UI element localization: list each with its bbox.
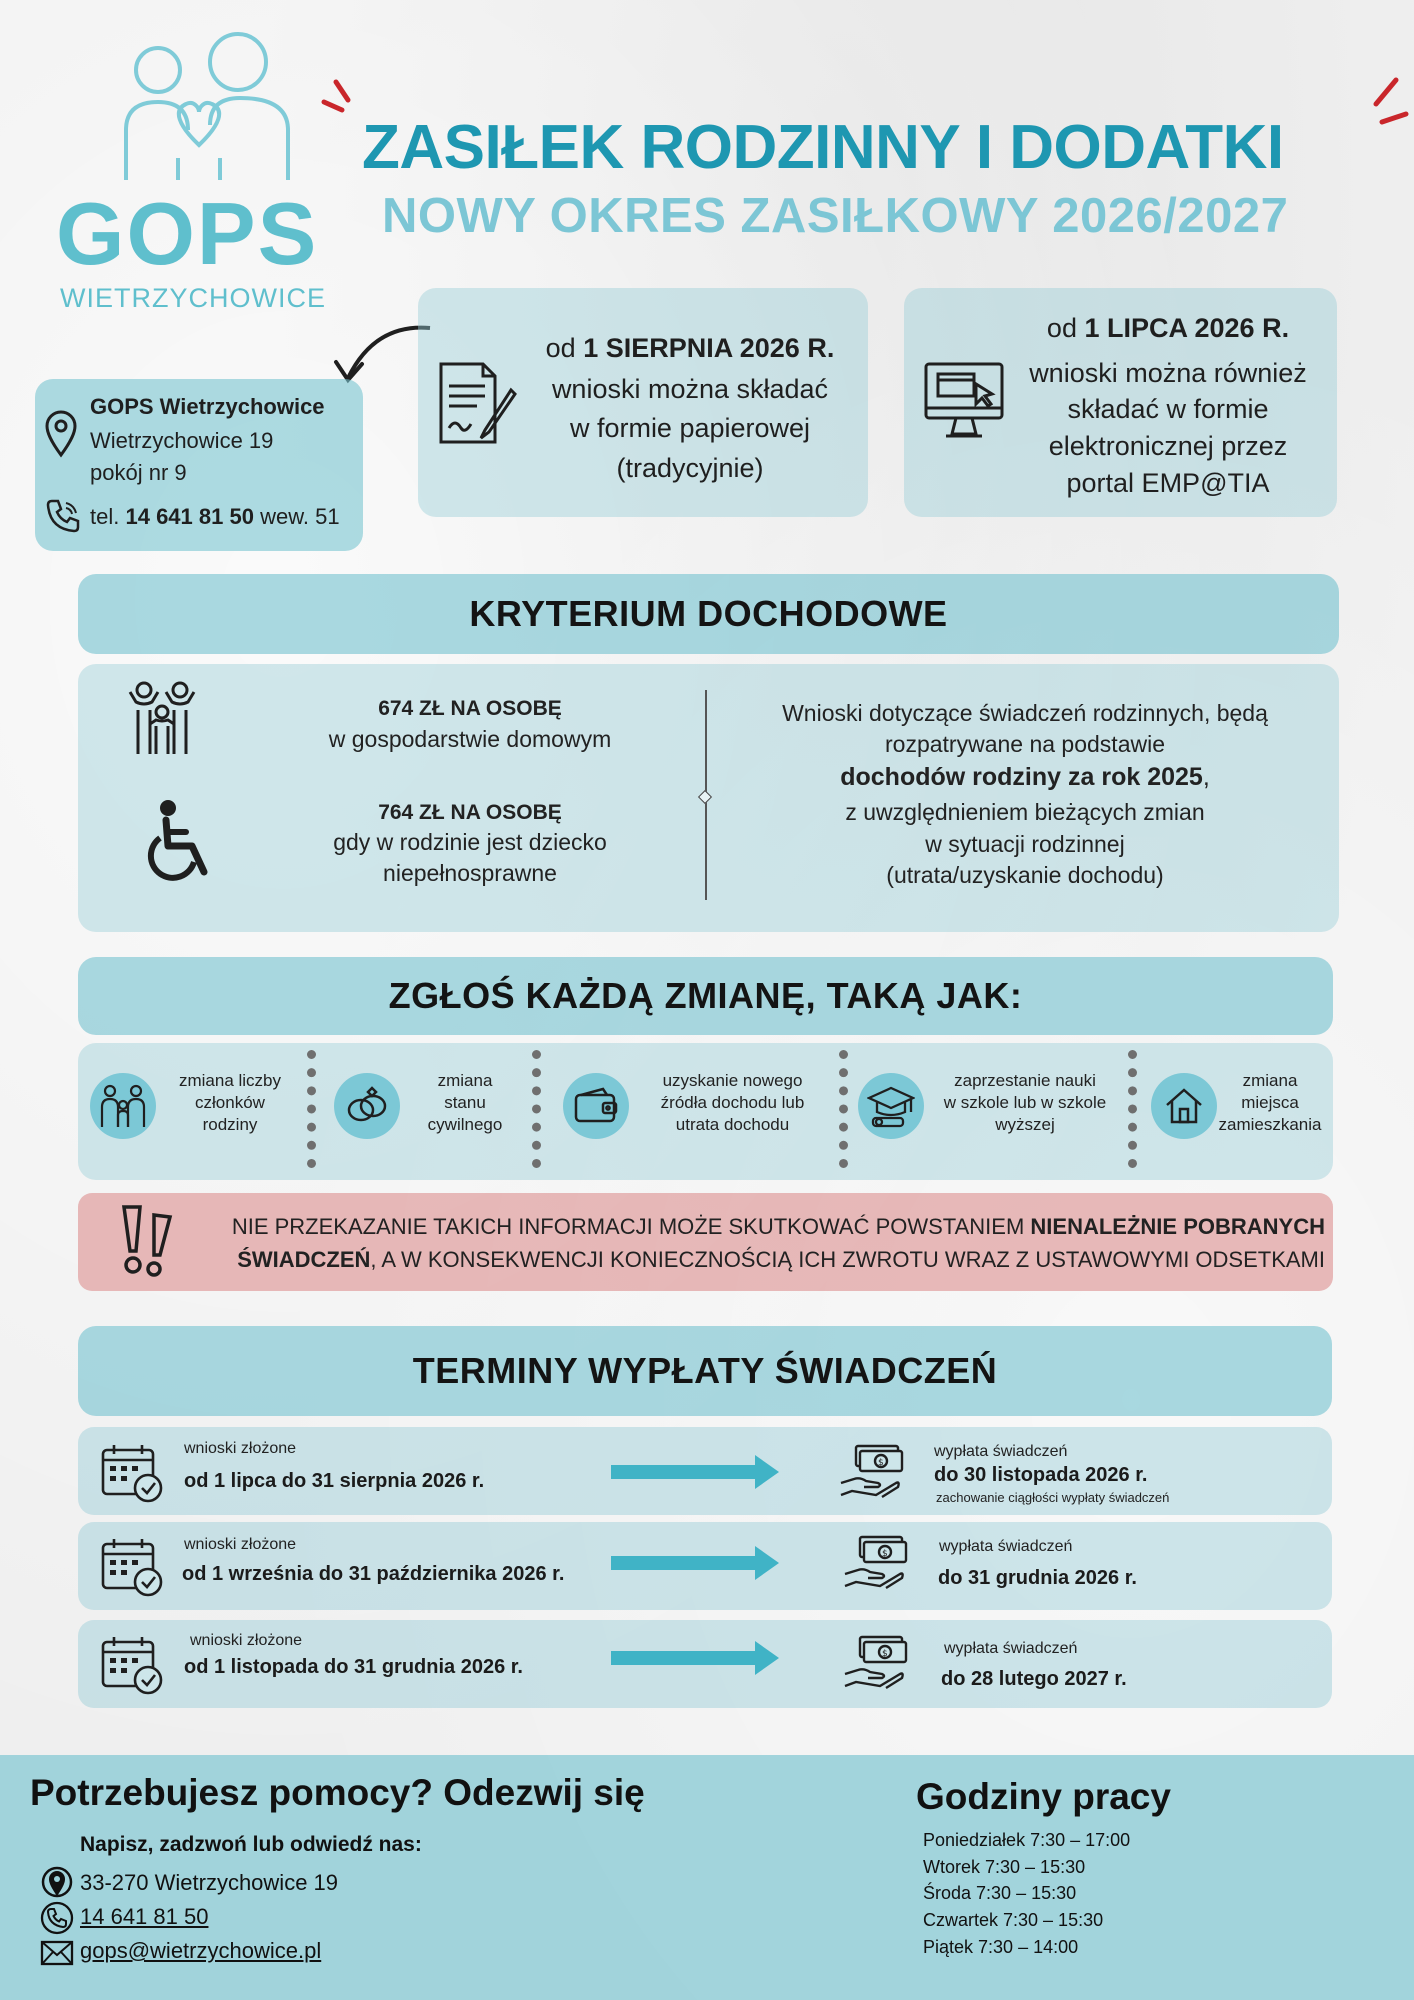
money-hand-icon — [838, 1443, 904, 1499]
hours-line: Poniedziałek 7:30 – 17:00 — [923, 1830, 1131, 1850]
income-info-2: rozpatrywane na podstawie — [885, 731, 1165, 757]
office-phone-line — [90, 504, 340, 530]
crit2-amount: 764 ZŁ NA OSOBĘ — [378, 801, 562, 824]
change-2-line1: zmiana — [437, 1071, 493, 1090]
change-income-circle — [563, 1073, 629, 1139]
location-pin-icon — [44, 410, 78, 458]
change-family-circle — [90, 1073, 156, 1139]
income-info-4: z uwzględnieniem bieżących zmian — [845, 799, 1205, 825]
family-icon — [124, 680, 200, 756]
graduation-cap-icon — [867, 1084, 915, 1128]
row1-label: wnioski złożone — [184, 1440, 297, 1457]
decor-spark-left-icon — [318, 74, 362, 124]
phone-ext: wew. 51 — [260, 504, 340, 529]
change-3-line3: utrata dochodu — [675, 1115, 790, 1134]
row2-period: od 1 września do 31 października 2026 r. — [182, 1563, 565, 1585]
online-line4: portal EMP@TIA — [1066, 468, 1270, 498]
wedding-rings-icon — [344, 1086, 390, 1126]
income-info-6: (utrata/uzyskanie dochodu) — [886, 862, 1164, 888]
change-1-line1: zmiana liczby — [178, 1071, 282, 1090]
mail-icon — [40, 1940, 74, 1966]
change-item-4 — [930, 1070, 1120, 1136]
hours-title: Godziny pracy — [916, 1776, 1171, 1817]
warning-part1: NIE PRZEKAZANIE TAKICH INFORMACJI MOŻE SKUTKOWAĆ POWSTANIEM — [231, 1214, 1025, 1239]
change-4-line2: w szkole lub w szkole — [943, 1093, 1107, 1112]
warning-text — [125, 1210, 1325, 1276]
office-name: GOPS Wietrzychowice — [90, 394, 325, 419]
change-separator — [839, 1050, 848, 1168]
changes-heading: ZGŁOŚ KAŻDĄ ZMIANĘ, TAKĄ JAK: — [78, 957, 1333, 1035]
criterion-1-desc: w gospodarstwie domowym — [328, 726, 612, 752]
paper-line2: w formie papierowej — [569, 413, 811, 443]
logo-subtitle: WIETRZYCHOWICE — [60, 283, 326, 313]
crit1-amount: 674 ZŁ NA OSOBĘ — [378, 697, 562, 720]
change-1-line3: rodziny — [202, 1115, 258, 1134]
footer-address: 33-270 Wietrzychowice 19 — [80, 1870, 339, 1895]
location-pin-icon — [40, 1866, 74, 1902]
paper-date-line — [510, 330, 870, 367]
income-info-3 — [730, 762, 1320, 793]
paper-line3: (tradycyjnie) — [616, 453, 764, 483]
change-item-1 — [160, 1070, 300, 1136]
warning-part2: , A W KONSEKWENCJI KONIECZNOŚCIĄ ICH ZWROTU WRAZ Z USTAWOWYMI ODSETKAMI — [370, 1247, 1325, 1272]
income-heading: KRYTERIUM DOCHODOWE — [78, 574, 1339, 654]
change-5-line1: zmiana — [1242, 1071, 1298, 1090]
online-prefix: od — [1046, 313, 1077, 343]
hours-line: Środa 7:30 – 15:30 — [923, 1883, 1077, 1903]
svg-text:$: $ — [878, 1458, 884, 1468]
hours-line: Piątek 7:30 – 14:00 — [923, 1937, 1079, 1957]
change-3-line2: źródła dochodu lub — [660, 1093, 805, 1112]
row3-pay-label: wypłata świadczeń — [944, 1640, 1078, 1657]
change-item-2 — [405, 1070, 525, 1136]
calendar-check-icon — [100, 1536, 166, 1598]
change-school-circle — [858, 1073, 924, 1139]
sub-title: NOWY OKRES ZASIŁKOWY 2026/2027 — [382, 189, 1289, 243]
change-item-3 — [640, 1070, 825, 1136]
change-3-line1: uzyskanie nowego — [662, 1071, 803, 1090]
family-members-icon — [98, 1083, 148, 1129]
row2-pay-date: do 31 grudnia 2026 r. — [938, 1567, 1137, 1589]
online-date-line — [1003, 310, 1333, 347]
row3-label: wnioski złożone — [190, 1632, 303, 1649]
main-title: ZASIŁEK RODZINNY I DODATKI — [362, 113, 1284, 182]
row1-arrow — [611, 1465, 757, 1479]
paper-prefix: od — [545, 333, 576, 363]
row3-pay-date: do 28 lutego 2027 r. — [941, 1668, 1127, 1690]
row1-period: od 1 lipca do 31 sierpnia 2026 r. — [184, 1470, 485, 1492]
money-hand-icon — [842, 1634, 908, 1690]
office-address: Wietrzychowice 19 — [90, 428, 274, 453]
income-info-3-bold: dochodów rodziny za rok 2025 — [840, 763, 1203, 791]
change-separator — [307, 1050, 316, 1168]
document-sign-icon — [437, 360, 517, 446]
calendar-check-icon — [100, 1634, 166, 1696]
footer-email[interactable]: gops@wietrzychowice.pl — [80, 1938, 322, 1963]
hours-line: Wtorek 7:30 – 15:30 — [923, 1857, 1086, 1877]
office-room: pokój nr 9 — [90, 460, 187, 485]
change-1-line2: członków — [195, 1093, 265, 1112]
criterion-2-amount — [280, 796, 660, 828]
money-hand-icon — [842, 1534, 908, 1590]
phone-prefix: tel. — [90, 504, 120, 529]
online-line2: składać w formie — [1067, 394, 1269, 424]
income-info-1: Wnioski dotyczące świadczeń rodzinnych, będą — [782, 700, 1268, 726]
help-title: Potrzebujesz pomocy? Odezwij się — [30, 1772, 645, 1813]
criterion-1-amount — [280, 692, 660, 724]
online-date: 1 LIPCA 2026 R. — [1084, 313, 1290, 343]
svg-text:$: $ — [882, 1549, 888, 1559]
paper-line1: wnioski można składać — [551, 374, 829, 404]
change-separator — [1128, 1050, 1137, 1168]
decor-spark-right-icon — [1366, 74, 1410, 134]
change-2-line2: stanu — [444, 1093, 486, 1112]
wheelchair-icon — [146, 798, 218, 884]
change-4-line3: wyższej — [995, 1115, 1055, 1134]
footer-phone[interactable]: 14 641 81 50 — [80, 1904, 209, 1929]
house-icon — [1164, 1087, 1204, 1125]
row2-label: wnioski złożone — [184, 1536, 297, 1553]
phone-icon — [40, 1901, 74, 1935]
logo-text: GOPS — [56, 184, 319, 283]
change-marital-circle — [334, 1073, 400, 1139]
wallet-icon — [573, 1087, 619, 1125]
change-separator — [532, 1050, 541, 1168]
criterion-2-desc1: gdy w rodzinie jest dziecko — [333, 829, 607, 855]
change-2-line3: cywilnego — [427, 1115, 503, 1134]
online-line3: elektronicznej przez — [1048, 431, 1288, 461]
schedule-heading: TERMINY WYPŁATY ŚWIADCZEŃ — [78, 1326, 1332, 1416]
hours-line: Czwartek 7:30 – 15:30 — [923, 1910, 1104, 1930]
warning-bold2: ŚWIADCZEŃ — [237, 1247, 371, 1272]
income-info-5: w sytuacji rodzinnej — [925, 831, 1125, 857]
online-line1: wnioski można również — [1029, 358, 1307, 388]
row1-note: zachowanie ciągłości wypłaty świadczeń — [936, 1490, 1170, 1505]
calendar-check-icon — [100, 1442, 166, 1504]
svg-text:$: $ — [882, 1649, 888, 1659]
change-address-circle — [1151, 1073, 1217, 1139]
warning-bold1: NIENALEŻNIE POBRANYCH — [1030, 1214, 1325, 1239]
row1-pay-label: wypłata świadczeń — [934, 1443, 1068, 1460]
logo-people-icon — [118, 30, 298, 190]
row2-pay-label: wypłata świadczeń — [939, 1538, 1073, 1555]
change-5-line3: zamieszkania — [1218, 1115, 1322, 1134]
change-item-5 — [1210, 1070, 1330, 1136]
computer-monitor-icon — [922, 360, 1006, 442]
change-5-line2: miejsca — [1241, 1093, 1299, 1112]
row3-period: od 1 listopada do 31 grudnia 2026 r. — [184, 1656, 523, 1678]
change-4-line1: zaprzestanie nauki — [954, 1071, 1096, 1090]
paper-date: 1 SIERPNIA 2026 R. — [583, 333, 835, 363]
criterion-2-desc2: niepełnosprawne — [383, 860, 557, 886]
row1-pay-date: do 30 listopada 2026 r. — [934, 1464, 1148, 1486]
office-phone[interactable]: 14 641 81 50 — [125, 504, 254, 529]
help-subtitle: Napisz, zadzwoń lub odwiedź nas: — [80, 1833, 422, 1856]
row2-arrow — [611, 1556, 757, 1570]
income-info-3-tail: , — [1202, 763, 1210, 791]
row3-arrow — [611, 1651, 757, 1665]
phone-icon — [44, 497, 82, 535]
